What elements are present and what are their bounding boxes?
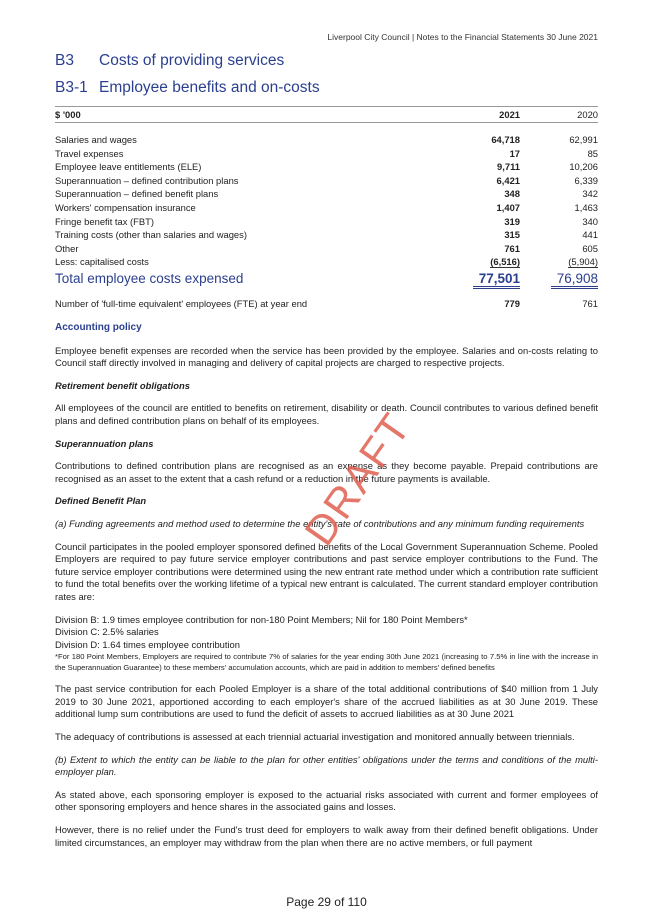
section-number: B3 [55,52,74,69]
section-heading [55,52,284,70]
paragraph: The past service contribution for each Pooled Employer is a share of the total additional contributions of $40 million from 1 July 2019 to 30 June 2021, apportioned according to each employer's share of the accrued liabilities as at 30 June 2019. These additional lump sum contributions are used to fund the deficit of assets to accrued liabilities as at 30 June 2021 [55,683,598,720]
page-header: Liverpool City Council | Notes to the Financial Statements 30 June 2021 [327,32,598,42]
fte-row [55,297,598,311]
division-b: Division B: 1.9 times employee contribution for non-180 Point Members; Nil for 180 Point Members* [55,613,468,625]
subheading-b: (b) Extent to which the entity can be liable to the plan for other entities' obligations under the terms and conditions of the multi-employer plan. [55,753,598,778]
paragraph: The adequacy of contributions is assessed at each triennial actuarial investigation and monitored annually between triennials. [55,731,575,743]
col-2021-header: 2021 [450,107,520,123]
footnote: *For 180 Point Members, Employers are required to contribute 7% of salaries for the year ending 30th June 2021 (increasing to 7.5% in line with the increase in the Superannuation Guarantee) to these members' accumulation accounts, which are paid in addition to members' defined benefits [55,652,598,673]
table-row: Training costs (other than salaries and wages) 315 441 [55,229,598,241]
fte-2021: 779 [504,297,520,309]
division-c: Division C: 2.5% salaries [55,626,159,638]
table-row: Other 761 605 [55,242,598,254]
division-d: Division D: 1.64 times employee contribution [55,638,240,650]
subheading-a: (a) Funding agreements and method used to determine the entity's rate of contributions and any minimum funding requirements [55,517,585,529]
table-row: Salaries and wages 64,718 62,991 [55,134,598,145]
accounting-policy-heading: Accounting policy [55,322,142,333]
subsection-number: B3-1 [55,79,88,96]
subsection-heading [55,79,320,97]
employee-costs-table [55,106,598,311]
accounting-policy [55,322,598,849]
fte-label: Number of 'full-time equivalent' employees (FTE) at year end [55,297,308,309]
fte-2020: 761 [582,297,598,309]
table-row: Workers' compensation insurance 1,407 1,463 [55,201,598,213]
draft-watermark: DRAFT [295,403,420,554]
table-row: Employee leave entitlements (ELE) 9,711 10,206 [55,161,598,173]
paragraph: Contributions to defined contribution plans are recognised as an expense as they become payable. Prepaid contributions are recognised as an asset to the extent that a cash refund or a reduction in the future payments is available. [55,460,598,484]
table-row: Travel expenses 17 85 [55,147,598,159]
page-number: Page 29 of 110 [286,895,367,909]
table-row: Superannuation – defined contribution plans 6,421 6,339 [55,174,598,186]
total-row [55,269,598,289]
paragraph: However, there is no relief under the Fund's trust deed for employers to walk away from their defined benefit obligations. Under limited circumstances, an employer may withdraw from the plan when there are no active members, or full payment [55,824,598,848]
col-2020-header: 2020 [520,107,598,123]
table-row: Less: capitalised costs (6,516) (5,904) [55,256,598,268]
total-2020: 76,908 [551,271,598,289]
retirement-heading: Retirement benefit obligations [55,379,190,391]
total-label: Total employee costs expensed [55,271,244,287]
superannuation-heading: Superannuation plans [55,437,154,449]
table-header-row [55,107,598,123]
paragraph: As stated above, each sponsoring employer is exposed to the actuarial risks associated with current and former employees of other sponsoring employers and hence shares in the associated gains and losses. [55,788,598,813]
paragraph: All employees of the council are entitled to benefits on retirement, disability or death. Council contributes to various defined benefit plans and defined contribution plans on behalf of its employees. [55,402,598,426]
table-row: Superannuation – defined benefit plans 348 342 [55,188,598,200]
paragraph: Council participates in the pooled employer sponsored defined benefits of the Local Government Superannuation Scheme. Pooled Employers are required to pay future service employer contributions and past service employer contributions to the Fund. The future service employer contributions were determined using the new entrant rate method under which a contribution rate sufficient to fund the total benefits over the working lifetime of a typical new entrant is calculated. The current standard employer contribution rates are: [55,540,598,602]
col-label-header: $ '000 [55,107,450,123]
subsection-title: Employee benefits and on-costs [99,79,320,96]
paragraph: Employee benefit expenses are recorded when the service has been provided by the employee. Salaries and on-costs relating to Council staff directly involved in managing and delivery of capital projects are charged to respective projects. [55,344,598,369]
section-title: Costs of providing services [99,52,285,69]
total-2021: 77,501 [473,271,520,289]
table-row: Fringe benefit tax (FBT) 319 340 [55,215,598,227]
defined-benefit-heading: Defined Benefit Plan [55,495,147,507]
